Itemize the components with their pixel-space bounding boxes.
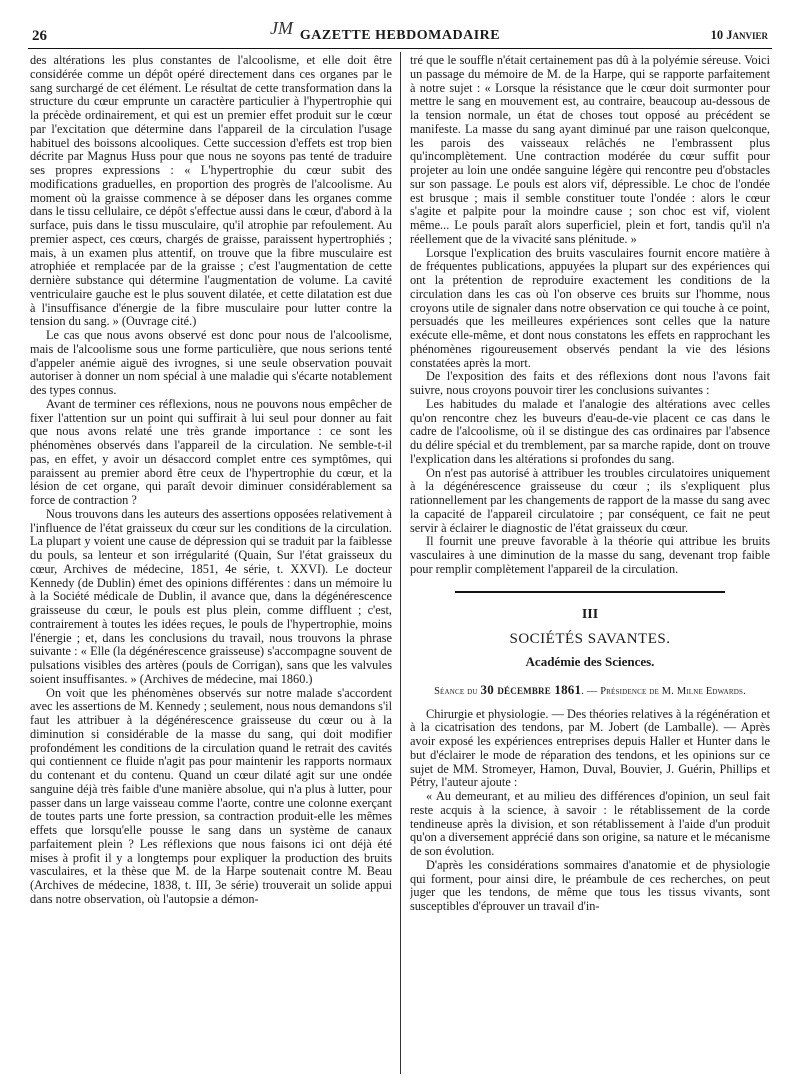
section-subtitle: Académie des Sciences. [525,653,655,669]
academy-paragraph-1: Chirurgie et physiologie. — Des théories relatives à la régénération et à la cicatrisation des tendons, par M. Jobert (de Lamballe). — Après avoir exposé les expériences entreprises depuis Haller et Hunter dans le but d'éclairer le mode de réparation des tendons, et les opinions sur ce sujet de MM. Stromeyer, Hamon, Duval, Bouvier, J. Guérin, Phillips et Pétry, l'auteur ajoute : [410,706,770,790]
academy-paragraph-2: « Au demeurant, et au milieu des différences d'opinion, un seul fait reste acquis à la science, à savoir : le rétablissement de la corde tendineuse après la division, et son rétablissement à l'aide d'un produit qu'on a diversement apprécié dans son origine, sa nature et le mécanisme de son évolution. [410,789,770,858]
left-column [30,54,392,1074]
seance-prefix: Séance du [434,685,478,697]
handwritten-mark: JM [270,18,293,38]
left-paragraph-3: Avant de terminer ces réflexions, nous ne pouvons nous empêcher de fixer l'attention sur un point qui suffirait à lui seul pour donner au fait que nous avons relaté une très grande importance : ce sont les phénomènes observés dans l'appareil de la circulation. Ne semble-t-il pas, en effet, y avoir un désaccord complet entre ces symptômes, qui paraissent au premier abord être ceux de l'hypertrophie du cœur, et la lésion de cet organe, qui paraît devoir diminuer considérablement sa force de contraction ? [30,396,392,507]
header-rule [28,48,772,49]
issue-date: 10 Janvier [710,28,768,42]
section-separator [455,591,725,593]
seance-suffix: . — Présidence de M. Milne Edwards. [581,685,746,697]
section-title: SOCIÉTÉS SAVANTES. [509,630,671,647]
left-paragraph-5: On voit que les phénomènes observés sur notre malade s'accordent avec les assertions de M. Kennedy ; seulement, nous nous demandons s'il faut les attribuer à la dégénérescence graisseuse du cœur ou à la diminution si considérable de la masse du sang, qui doit modifier profondément les conditions de la circulation quand le retrait des cavités qui contiennent ce fluide n'agit pas pour maintenir les rapports normaux du contenant et du contenu. Quand un cœur dilaté agit sur une ondée sanguine déjà très faible d'une manière absolue, qui n'a plus à lutter, pour passer dans un large vaisseau comme l'aorte, contre une colonne exerçant de toutes parts une forte pression, sa contraction produit-elle les mêmes effets que lorsqu'elle pousse le sang dans un système de canaux parfaitement plein ? Les réflexions que nous faisons ici ont déjà été mises à profit il y a longtemps pour expliquer la production des bruits vasculaires, et la thèse que M. de la Harpe soutenait contre M. Beau (Archives de médecine, 1838, t. III, 3e série) trouverait un solide appui dans notre observation, où l'autopsie a démon- [30,685,392,906]
left-paragraph-4: Nous trouvons dans les auteurs des assertions opposées relativement à l'influence de l'état graisseux du cœur sur les conditions de la circulation. La plupart y voient une cause de dépression qui se traduit par la faiblesse du pouls, sa lenteur et son irrégularité (Quain, Sur l'état graisseux du cœur, Archives de médecine, 1851, 4e série, t. XXVI). Le docteur Kennedy (de Dublin) émet des opinions différentes : dans un mémoire lu à la Société médicale de Dublin, il avance que, dans la dégénérescence graisseuse du cœur, le pouls est plus plein, comme diffluent ; c'est, contrairement à toutes les idées reçues, le pouls de l'hypertrophie, moins l'énergie ; et, dans les conclusions du travail, nous trouvons la phrase suivante : « Elle (la dégénérescence graisseuse) s'accompagne souvent de pulsations visibles des artères (pouls de Corrigan), sans que les valvules soient insuffisantes. » (Archives de médecine, mai 1860.) [30,506,392,686]
seance-line [410,682,770,698]
seance-date: 30 décembre 1861 [480,681,582,697]
right-paragraph-3: De l'exposition des faits et des réflexions dont nous l'avons fait suivre, nous croyons pouvoir tirer les conclusions suivantes : [410,369,770,397]
right-paragraph-5: On n'est pas autorisé à attribuer les troubles circulatoires uniquement à la dégénérescence graisseuse du cœur ; ils s'expliquent plus rationnellement par les changements de rapport de la masse du sang avec la capacité de l'appareil circulatoire ; par conséquent, ce fait ne peut servir à éclairer le diagnostic de l'état graisseux du cœur. [410,465,770,535]
right-paragraph-6: Il fournit une preuve favorable à la théorie qui attribue les bruits vasculaires à une diminution de la masse du sang, devenant trop faible pour remplir complètement l'appareil de la circulation. [410,534,770,576]
right-column [410,54,770,1074]
page-number: 26 [32,28,47,44]
section-number: III [581,606,599,622]
page-header [28,18,772,46]
right-paragraph-2: Lorsque l'explication des bruits vasculaires fournit encore matière à de fréquentes publications, appuyées la plupart sur des expériences qui ont la prétention de reproduire exactement les conditions de la circulation dans les cas où l'on observe ces bruits sur l'homme, nous croyons utile de signaler dans notre observation ce qui touche à ce point, persuadés que les meilleures expériences sont celles que la nature exécute elle-même, et dont nous constatons les effets en rapprochant les phénomènes rigoureusement observés pendant la vie des lésions constatées après la mort. [410,245,770,370]
journal-title: GAZETTE HEBDOMADAIRE [299,28,501,43]
academy-paragraph-3: D'après les considérations sommaires d'anatomie et de physiologie qui forment, pour ainsi dire, le préambule de ces recherches, on peut juger que les tendons, de même que tous les tissus vivants, sont susceptibles d'éprouver un travail d'in- [410,857,770,913]
left-paragraph-2: Le cas que nous avons observé est donc pour nous de l'alcoolisme, mais de l'alcoolisme sous une forme particulière, que nous serions tenté d'appeler anémie aiguë des ivrognes, si une seule observation pouvait autoriser à donner un nom spécial à une maladie qui s'écarte notablement des types connus. [30,328,392,397]
right-paragraph-4: Les habitudes du malade et l'analogie des altérations avec celles qu'on rencontre chez les buveurs d'eau-de-vie placent ce cas dans le cadre de l'alcoolisme, où il se distingue des cas ordinaires par l'absence du délire spécial et du tremblement, par sa marche rapide, dont on trouve l'explication dans les altérations si profondes du sang. [410,396,770,466]
left-paragraph-1: des altérations les plus constantes de l'alcoolisme, et elle doit être considérée comme un dépôt opéré directement dans ces organes par le sang surchargé de cet élément. Le résultat de cette transformation dans la structure du cœur emprunte un caractère particulier à l'hypertrophie qui la précède ordinairement, et qui est un premier effet produit sur le cœur par l'excitation que détermine dans l'appareil de la circulation l'usage habituel des boissons alcooliques. Cette succession d'effets est trop bien décrite par Magnus Huss pour que nous ne soyons pas tenté de traduire ses propres expressions : « L'hypertrophie du cœur subit des modifications graduelles, en proportion des progrès de l'alcoolisme. Au moment où la graisse commence à se déposer dans les organes comme dans le tissu cellulaire, ce dépôt s'effectue aussi dans le cœur, d'abord à la surface, puis dans le tissu musculaire, qu'il atrophie par refoulement. Au premier aspect, ces cœurs, chargés de graisse, paraissent hypertrophiés ; mais, à un examen plus attentif, on trouve que la fibre musculaire est atrophiée et remplacée par de la graisse ; c'est l'augmentation de cette dernière substance qui détermine l'augmentation de volume. La cavité ventriculaire gauche est le plus souvent dilatée, et cette dilatation est due à l'insuffisance d'énergie de la fibre musculaire pour lutter contre la tension du sang. » (Ouvrage cité.) [30,54,392,329]
right-paragraph-1: tré que le souffle n'était certainement pas dû à la polyémie séreuse. Voici un passage du mémoire de M. de la Harpe, qui se rapporte parfaitement à notre sujet : « Lorsque la résistance que le cœur doit surmonter pour mettre le sang en mouvement est, au contraire, beaucoup au-dessous de la tension normale, un état de choses tout opposé au précédent se manifeste. La masse du sang ayant diminué par une raison quelconque, les parois des vaisseaux relâchés ne l'embrassent plus qu'incomplètement. Une contraction modérée du cœur suffit pour projeter au loin une ondée sanguine légère qui rencontre peu d'obstacles sur son passage. Le pouls est alors vif, dépressible. Le choc de l'ondée est brusque ; mais il semble constituer toute l'ondée : alors le cœur s'agite et palpite pour la moindre cause ; son choc est vif, violent même... Le pouls paraît alors superficiel, plein et fort, tandis qu'il n'a réellement que de la vivacité sans plénitude. » [410,54,770,246]
column-divider [400,52,401,1074]
